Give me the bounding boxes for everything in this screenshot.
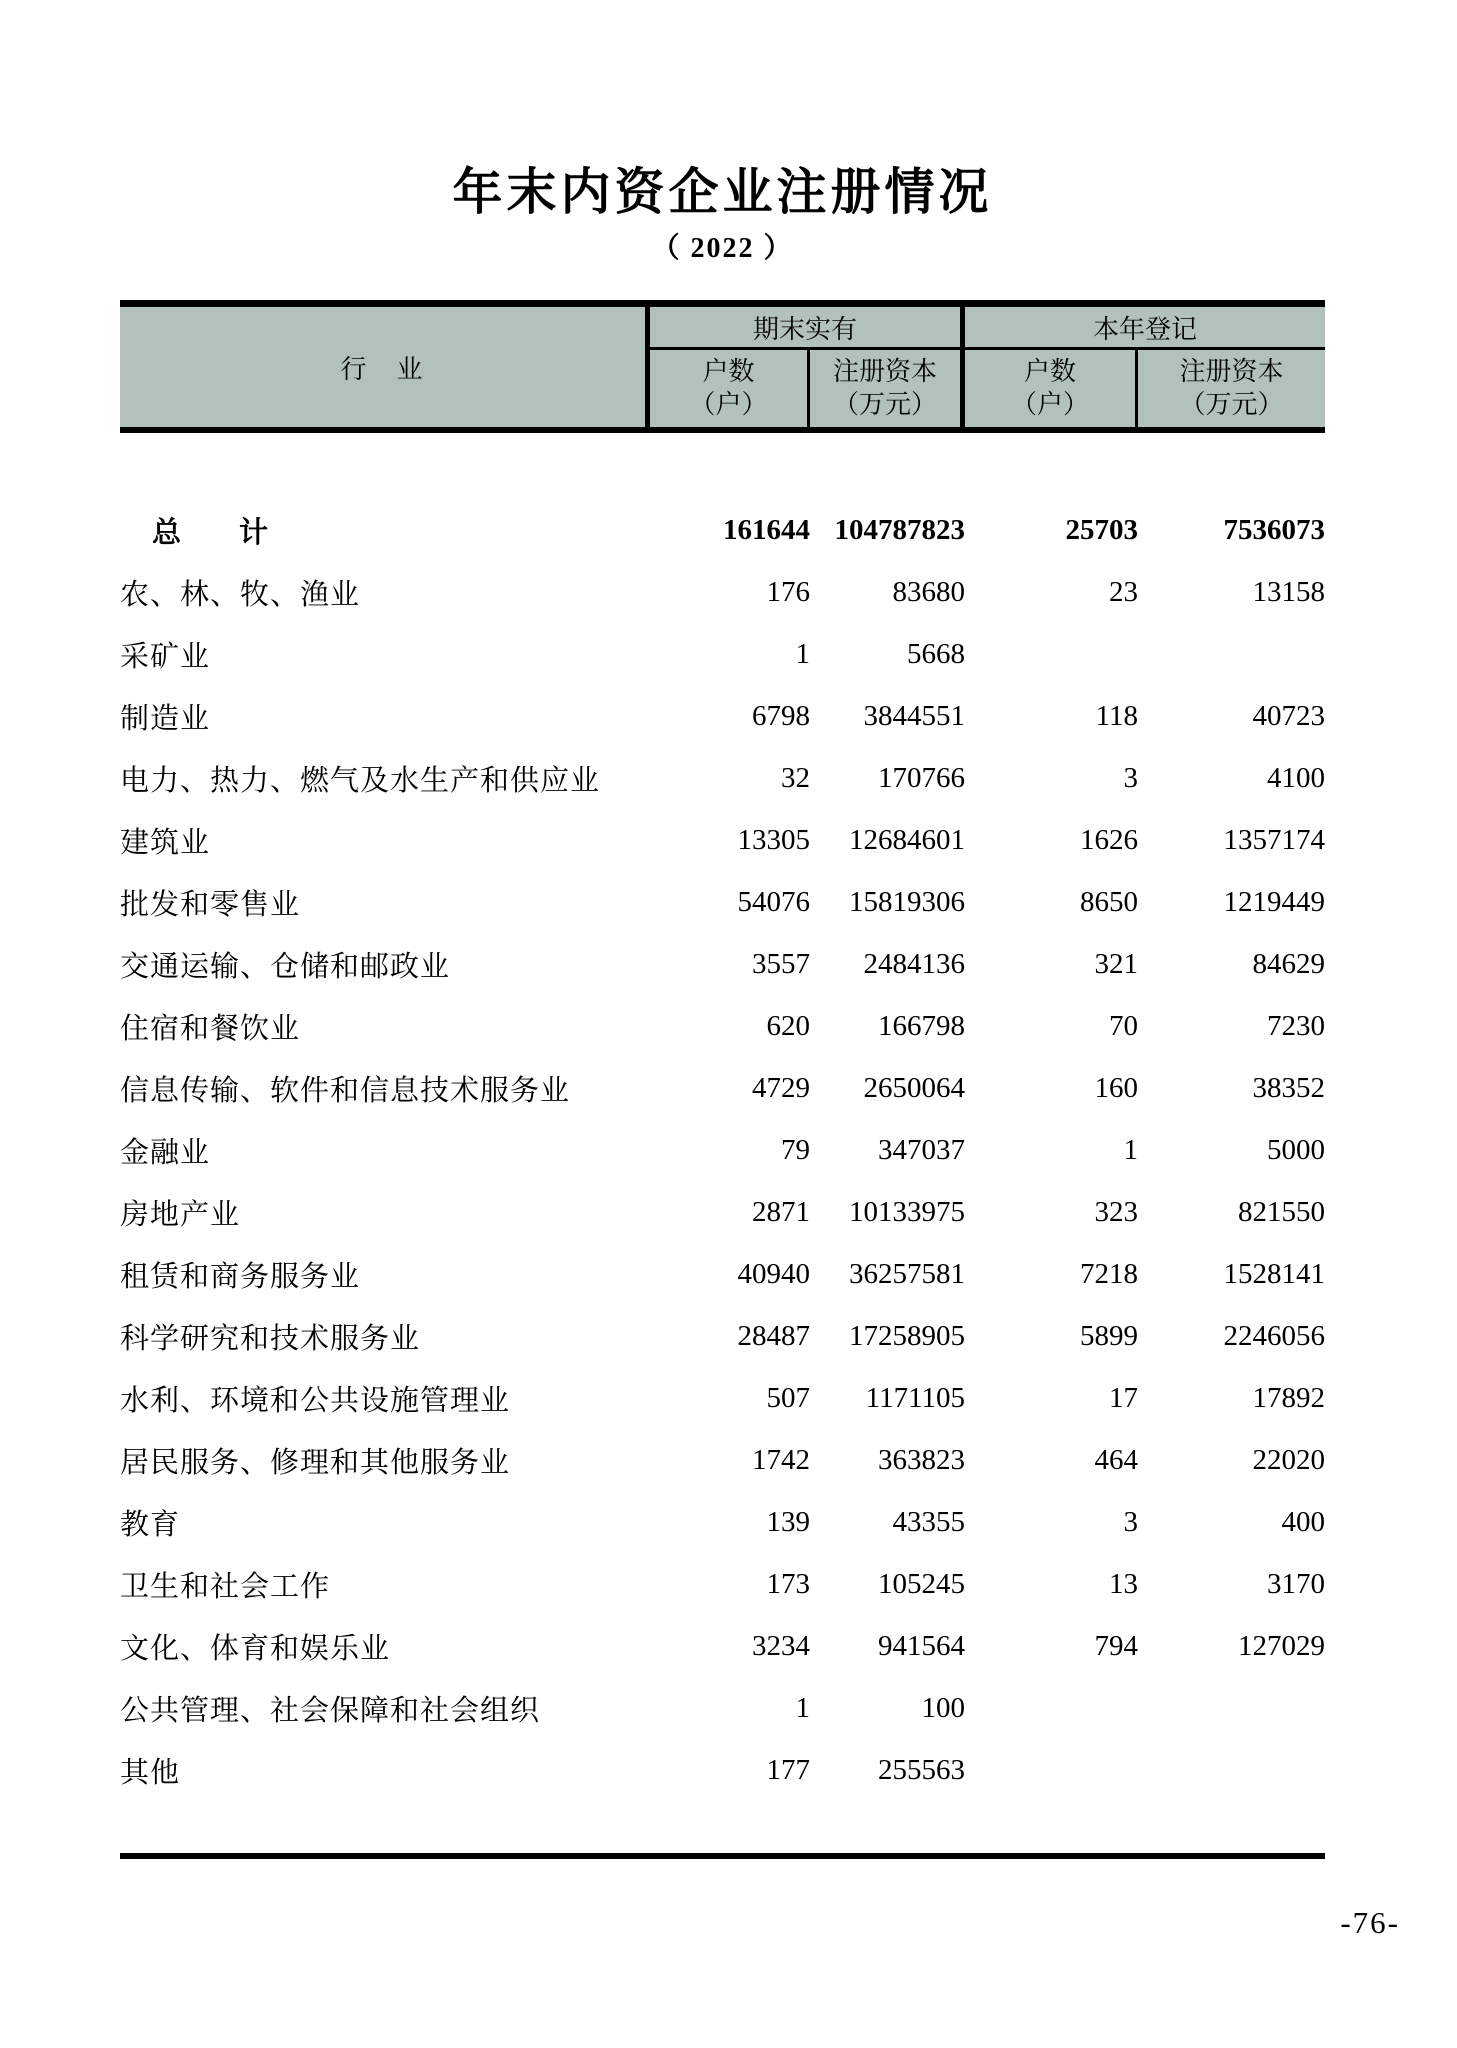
industry-label-cell: 卫生和社会工作: [120, 1570, 331, 1603]
table-row: [120, 1615, 1325, 1677]
table-row: [120, 499, 1325, 561]
value-cell: 2650064: [863, 1071, 965, 1104]
value-cell: 5668: [907, 637, 965, 670]
table-body-region: [120, 433, 1325, 1801]
value-cell: 1357174: [1223, 823, 1325, 856]
value-cell: 23: [1109, 575, 1138, 608]
industry-label-cell: 建筑业: [120, 826, 211, 859]
table-row: [120, 1491, 1325, 1553]
value-cell: 22020: [1252, 1443, 1325, 1476]
industry-label-cell: 租赁和商务服务业: [120, 1260, 361, 1293]
industry-label-cell: 批发和零售业: [120, 888, 301, 921]
value-cell: 17892: [1252, 1381, 1325, 1414]
value-cell: 321: [1094, 947, 1138, 980]
value-cell: 139: [766, 1505, 810, 1538]
table-row: [120, 1367, 1325, 1429]
industry-label-cell: 采矿业: [120, 640, 211, 673]
value-cell: 3844551: [863, 699, 965, 732]
page-title: 年末内资企业注册情况: [452, 164, 993, 220]
header-endperiod-count: 户数 （户）: [650, 350, 810, 427]
value-cell: 83680: [892, 575, 965, 608]
table-row: [120, 871, 1325, 933]
industry-label-cell: 房地产业: [120, 1198, 241, 1231]
value-cell: [1138, 1739, 1325, 1801]
value-cell: 3234: [752, 1629, 810, 1662]
industry-label-cell: 科学研究和技术服务业: [120, 1322, 421, 1355]
value-cell: 70: [1109, 1009, 1138, 1042]
value-cell: 32: [781, 761, 810, 794]
table-row: [120, 1243, 1325, 1305]
value-cell: 821550: [1238, 1195, 1325, 1228]
value-cell: 1219449: [1223, 885, 1325, 918]
table-row: [120, 995, 1325, 1057]
value-cell: 7230: [1267, 1009, 1325, 1042]
industry-label-cell: 金融业: [120, 1136, 211, 1169]
table-header: [120, 300, 1325, 433]
industry-label-cell: 农、林、牧、渔业: [120, 578, 361, 611]
value-cell: 1171105: [865, 1381, 965, 1414]
value-cell: 17: [1109, 1381, 1138, 1414]
table-row: [120, 623, 1325, 685]
table-body: [120, 499, 1325, 1801]
value-cell: 13: [1109, 1567, 1138, 1600]
value-cell: 12684601: [849, 823, 965, 856]
value-cell: 1: [795, 637, 810, 670]
value-cell: 323: [1094, 1195, 1138, 1228]
value-cell: 118: [1095, 699, 1138, 732]
value-cell: [1138, 1677, 1325, 1739]
table-row: [120, 685, 1325, 747]
table-row: [120, 1119, 1325, 1181]
industry-label-cell: 文化、体育和娱乐业: [120, 1632, 391, 1665]
value-cell: 15819306: [849, 885, 965, 918]
value-cell: 2484136: [863, 947, 965, 980]
value-cell: 1742: [752, 1443, 810, 1476]
value-cell: 4729: [752, 1071, 810, 1104]
value-cell: 363823: [878, 1443, 965, 1476]
table-row: [120, 1305, 1325, 1367]
value-cell: [1138, 623, 1325, 685]
value-cell: 40940: [737, 1257, 810, 1290]
header-thisyear-count: 户数 （户）: [965, 350, 1138, 427]
table-row: [120, 1181, 1325, 1243]
value-cell: 40723: [1252, 699, 1325, 732]
industry-label-cell: 水利、环境和公共设施管理业: [120, 1384, 511, 1417]
value-cell: 255563: [878, 1753, 965, 1786]
value-cell: 10133975: [849, 1195, 965, 1228]
page-subtitle: （ 2022 ）: [651, 233, 794, 264]
industry-label-cell: 住宿和餐饮业: [120, 1012, 301, 1045]
value-cell: 43355: [892, 1505, 965, 1538]
industry-label-cell: 公共管理、社会保障和社会组织: [120, 1694, 541, 1727]
value-cell: 104787823: [834, 513, 965, 546]
industry-label-cell: 电力、热力、燃气及水生产和供应业: [120, 764, 601, 797]
table-row: [120, 809, 1325, 871]
value-cell: 507: [766, 1381, 810, 1414]
value-cell: 79: [781, 1133, 810, 1166]
value-cell: [965, 1739, 1138, 1801]
value-cell: 6798: [752, 699, 810, 732]
value-cell: 7536073: [1223, 513, 1325, 546]
table-row: [120, 747, 1325, 809]
value-cell: 3: [1123, 761, 1138, 794]
value-cell: 347037: [878, 1133, 965, 1166]
value-cell: 100: [921, 1691, 965, 1724]
value-cell: 13305: [737, 823, 810, 856]
header-group-end-of-period: 期末实有: [650, 307, 965, 347]
value-cell: 3557: [752, 947, 810, 980]
header-thisyear-capital: 注册资本 （万元）: [1179, 357, 1284, 419]
value-cell: 2871: [752, 1195, 810, 1228]
industry-label-cell: 居民服务、修理和其他服务业: [120, 1446, 511, 1479]
page-number: -76-: [1340, 1905, 1400, 1940]
value-cell: 54076: [737, 885, 810, 918]
table-row: [120, 1739, 1325, 1801]
value-cell: 166798: [878, 1009, 965, 1042]
value-cell: 173: [766, 1567, 810, 1600]
value-cell: 17258905: [849, 1319, 965, 1352]
value-cell: 1528141: [1223, 1257, 1325, 1290]
value-cell: 1: [795, 1691, 810, 1724]
industry-label-cell: 制造业: [120, 702, 211, 735]
table-bottom-rule: [120, 1853, 1325, 1859]
value-cell: 1: [1123, 1133, 1138, 1166]
value-cell: 2246056: [1223, 1319, 1325, 1352]
value-cell: 3: [1123, 1505, 1138, 1538]
value-cell: 4100: [1267, 761, 1325, 794]
value-cell: 794: [1094, 1629, 1138, 1662]
value-cell: 177: [766, 1753, 810, 1786]
value-cell: 7218: [1080, 1257, 1138, 1290]
value-cell: 5899: [1080, 1319, 1138, 1352]
table-row: [120, 1553, 1325, 1615]
value-cell: 36257581: [849, 1257, 965, 1290]
value-cell: 1626: [1080, 823, 1138, 856]
value-cell: 25703: [1065, 513, 1138, 546]
value-cell: 464: [1094, 1443, 1138, 1476]
table-row: [120, 1057, 1325, 1119]
table-row: [120, 1429, 1325, 1491]
value-cell: [965, 623, 1138, 685]
header-endperiod-capital: 注册资本 （万元）: [810, 350, 965, 427]
value-cell: 13158: [1252, 575, 1325, 608]
industry-label-cell: 信息传输、软件和信息技术服务业: [120, 1074, 571, 1107]
header-group-registered-this-year: 本年登记: [1092, 314, 1197, 344]
value-cell: 620: [766, 1009, 810, 1042]
value-cell: 84629: [1252, 947, 1325, 980]
value-cell: 170766: [878, 761, 965, 794]
value-cell: 105245: [878, 1567, 965, 1600]
industry-table: [120, 499, 1325, 1801]
value-cell: 161644: [723, 513, 810, 546]
table-row: [120, 561, 1325, 623]
value-cell: 8650: [1080, 885, 1138, 918]
industry-label-cell: 教育: [120, 1508, 181, 1541]
value-cell: 28487: [737, 1319, 810, 1352]
industry-label-cell: 交通运输、仓储和邮政业: [120, 950, 451, 983]
value-cell: 38352: [1252, 1071, 1325, 1104]
value-cell: [965, 1677, 1138, 1739]
table-row: [120, 933, 1325, 995]
industry-label-cell: 总 计: [152, 516, 269, 549]
value-cell: 941564: [878, 1629, 965, 1662]
value-cell: 5000: [1267, 1133, 1325, 1166]
value-cell: 400: [1281, 1505, 1325, 1538]
table-row: [120, 1677, 1325, 1739]
header-industry: 行 业: [120, 307, 650, 427]
value-cell: 127029: [1238, 1629, 1325, 1662]
value-cell: 160: [1094, 1071, 1138, 1104]
value-cell: 176: [766, 575, 810, 608]
value-cell: 3170: [1267, 1567, 1325, 1600]
industry-label-cell: 其他: [120, 1756, 181, 1789]
